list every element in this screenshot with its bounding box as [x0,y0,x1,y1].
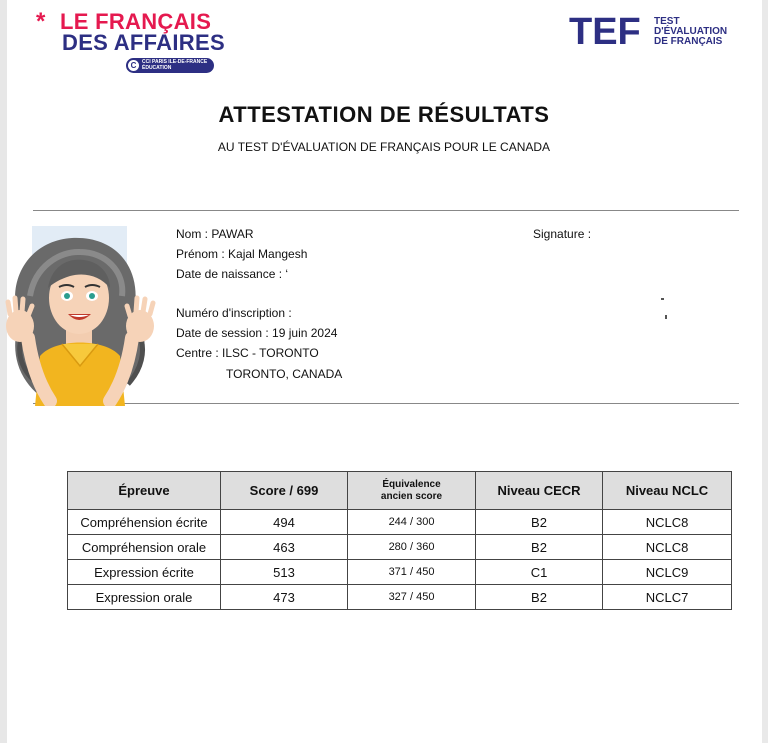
equivalence-cell: 371 / 450 [348,560,476,585]
page-title: ATTESTATION DE RÉSULTATS [218,102,550,127]
redaction-speck [661,298,664,300]
table-header-row [68,472,732,510]
header-equivalence: Équivalence ancien score [348,472,476,510]
table-row [68,585,732,610]
epreuve-cell: Compréhension écrite [68,510,221,535]
centre: Centre : ILSC - TORONTO [176,346,319,360]
cecr-cell: B2 [476,535,603,560]
candidate-prenom: Prénom : Kajal Mangesh [176,247,308,261]
score-cell: 494 [221,510,348,535]
equivalence-cell: 280 / 360 [348,535,476,560]
date-session: Date de session : 19 juin 2024 [176,326,338,340]
nclc-cell: NCLC7 [603,585,732,610]
table-row [68,560,732,585]
table-row [68,510,732,535]
header-epreuve: Épreuve [68,472,221,510]
cci-logo-icon: C [128,60,139,71]
cecr-cell: B2 [476,585,603,610]
cci-badge [126,58,214,73]
cecr-cell: B2 [476,510,603,535]
table-row [68,535,732,560]
tef-logo-mark: TEF [569,11,641,53]
tef-logo-text: TEST D'ÉVALUATION DE FRANÇAIS [654,16,728,47]
equivalence-cell: 244 / 300 [348,510,476,535]
candidate-date-naissance: Date de naissance : ‘ [176,267,289,281]
header-score: Score / 699 [221,472,348,510]
results-table [67,471,732,610]
nclc-cell: NCLC8 [603,535,732,560]
score-cell: 513 [221,560,348,585]
nclc-cell: NCLC8 [603,510,732,535]
cci-badge-text: CCI PARIS ILE-DE-FRANCE ÉDUCATION [142,59,208,71]
score-cell: 463 [221,535,348,560]
epreuve-cell: Expression écrite [68,560,221,585]
equivalence-cell: 327 / 450 [348,585,476,610]
signature-label: Signature : [533,227,592,241]
asterisk-icon: * [36,8,46,35]
page-subtitle: AU TEST D'ÉVALUATION DE FRANÇAIS POUR LE CANADA [217,140,551,154]
header-niveau-cecr: Niveau CECR [476,472,603,510]
epreuve-cell: Expression orale [68,585,221,610]
numero-inscription: Numéro d'inscription : [176,306,292,320]
cecr-cell: C1 [476,560,603,585]
nclc-cell: NCLC9 [603,560,732,585]
header-niveau-nclc: Niveau NCLC [603,472,732,510]
lfda-logo-line2: DES AFFAIRES [62,30,225,55]
candidate-photo [0,226,176,406]
divider-top [33,210,739,211]
redaction-speck [665,315,667,319]
candidate-nom: Nom : PAWAR [176,227,254,241]
epreuve-cell: Compréhension orale [68,535,221,560]
lfda-logo-line1: LE FRANÇAIS [60,9,212,34]
score-cell: 473 [221,585,348,610]
centre-city: TORONTO, CANADA [226,367,343,381]
